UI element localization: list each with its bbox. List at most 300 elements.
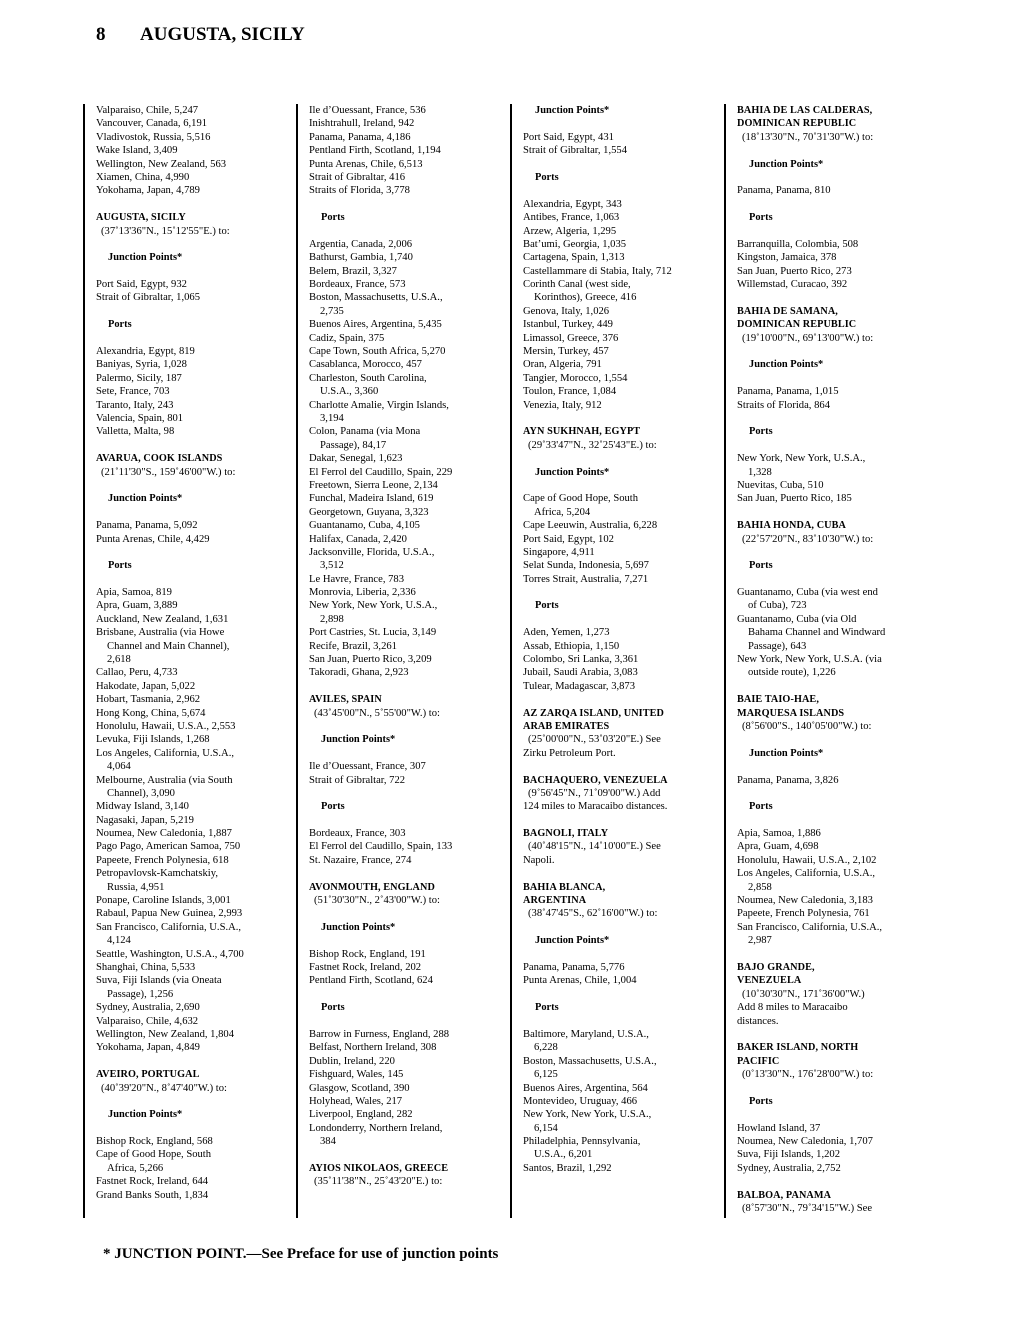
entry-line: San Juan, Puerto Rico, 3,209: [309, 654, 432, 666]
junction-points-label: Junction Points*: [535, 466, 610, 478]
coordinates-line: (10˚30'30"N., 171˚36'00"W.): [742, 988, 865, 1000]
entry-line: San Francisco, California, U.S.A.,: [737, 921, 883, 933]
entry-line: Baltimore, Maryland, U.S.A.,: [523, 1028, 649, 1040]
entry-line: Panama, Panama, 4,186: [309, 131, 411, 143]
junction-points-label: Junction Points*: [108, 1109, 183, 1121]
entry-line: Wellington, New Zealand, 1,804: [96, 1028, 235, 1040]
entry-line: Xiamen, China, 4,990: [96, 171, 190, 183]
entry-line: Strait of Gibraltar, 722: [309, 774, 406, 786]
entry-line: Howland Island, 37: [737, 1122, 821, 1134]
spacer: [523, 988, 724, 1001]
spacer: [96, 573, 295, 586]
spacer: [96, 305, 295, 318]
entry-line: Ile d’Ouessant, France, 536: [309, 105, 426, 116]
spacer: [737, 680, 934, 693]
spacer: [309, 814, 508, 827]
spacer: [309, 747, 508, 760]
column-3: [510, 104, 724, 1218]
entry-line: Argentia, Canada, 2,006: [309, 238, 413, 250]
coordinates-line: (43˚45'00"N., 5˚55'00"W.) to:: [314, 707, 440, 719]
entry-line: Bishop Rock, England, 568: [96, 1136, 213, 1148]
entry-continuation: 2,987: [748, 935, 772, 947]
entry-line: Hakodate, Japan, 5,022: [96, 680, 196, 692]
entry-line: Dublin, Ireland, 220: [309, 1055, 395, 1067]
spacer: [523, 867, 724, 880]
entry-line: Alexandria, Egypt, 343: [523, 198, 622, 210]
entry-line: Sete, France, 703: [96, 386, 170, 398]
spacer: [737, 506, 934, 519]
spacer: [96, 546, 295, 559]
spacer: [523, 814, 724, 827]
entry-continuation: Korinthos), Greece, 416: [534, 292, 637, 304]
spacer: [96, 238, 295, 251]
entry-line: Selat Sunda, Indonesia, 5,697: [523, 560, 649, 572]
entry-line: Valletta, Malta, 98: [96, 426, 175, 438]
entry-line: Liverpool, England, 282: [309, 1109, 413, 1121]
entry-line: San Juan, Puerto Rico, 273: [737, 265, 852, 277]
spacer: [523, 921, 724, 934]
coordinates-line: (21˚11'30"S., 159˚46'00"W.) to:: [101, 466, 236, 478]
entry-line: Belem, Brazil, 3,327: [309, 265, 397, 277]
coordinates-line: (8˚57'30"N., 79˚34'15"W.) See: [742, 1203, 873, 1215]
entry-line: Glasgow, Scotland, 390: [309, 1082, 410, 1094]
entry-line: Panama, Panama, 3,826: [737, 774, 839, 786]
column-4: [724, 104, 934, 1218]
spacer: [737, 439, 934, 452]
entry-line: Willemstad, Curacao, 392: [737, 279, 848, 291]
entry-line: San Francisco, California, U.S.A.,: [96, 921, 242, 933]
entry-line: Panama, Panama, 5,092: [96, 520, 198, 532]
junction-points-label: Junction Points*: [108, 252, 183, 264]
junction-points-label: Junction Points*: [749, 747, 824, 759]
entry-line: Honolulu, Hawaii, U.S.A., 2,553: [96, 720, 236, 732]
entry-line: Vancouver, Canada, 6,191: [96, 118, 208, 130]
location-heading: MARQUESA ISLANDS: [737, 707, 845, 719]
spacer: [309, 198, 508, 211]
spacer: [523, 184, 724, 197]
entry-line: Brisbane, Australia (via Howe: [96, 627, 225, 639]
entry-line: Levuka, Fiji Islands, 1,268: [96, 734, 210, 746]
spacer: [96, 265, 295, 278]
entry-line: Alexandria, Egypt, 819: [96, 346, 195, 358]
entry-line: New York, New York, U.S.A.,: [309, 600, 438, 612]
entry-line: Palermo, Sicily, 187: [96, 372, 182, 384]
spacer: [523, 693, 724, 706]
coordinates-line: (18˚13'30"N., 70˚31'30"W.) to:: [742, 131, 874, 143]
entry-continuation: 3,194: [320, 412, 344, 424]
entry-line: Zirku Petroleum Port.: [523, 747, 616, 759]
entry-line: Honolulu, Hawaii, U.S.A., 2,102: [737, 854, 877, 866]
entry-continuation: outside route), 1,226: [748, 667, 836, 679]
entry-line: San Juan, Puerto Rico, 185: [737, 493, 852, 505]
entry-line: Valparaiso, Chile, 4,632: [96, 1015, 199, 1027]
location-heading: BAKER ISLAND, NORTH: [737, 1042, 859, 1054]
entry-line: Cape of Good Hope, South: [96, 1149, 212, 1161]
entry-line: Bordeaux, France, 573: [309, 279, 406, 291]
location-heading: ARAB EMIRATES: [523, 720, 610, 732]
entry-line: Guantanamo, Cuba (via west end: [737, 587, 878, 599]
coordinates-line: (35˚11'38"N., 25˚43'20"E.) to:: [314, 1176, 443, 1188]
entry-line: Mersin, Turkey, 457: [523, 346, 609, 358]
location-heading: BAJO GRANDE,: [737, 962, 815, 973]
entry-continuation: 4,124: [107, 935, 131, 947]
entry-line: Strait of Gibraltar, 416: [309, 171, 406, 183]
entry-line: Inishtrahull, Ireland, 942: [309, 118, 415, 130]
entry-line: Istanbul, Turkey, 449: [523, 319, 613, 331]
entry-line: Nagasaki, Japan, 5,219: [96, 814, 194, 826]
entry-line: Barranquilla, Colombia, 508: [737, 238, 859, 250]
entry-line: Bat’umi, Georgia, 1,035: [523, 238, 627, 250]
location-heading: BAHIA BLANCA,: [523, 881, 606, 893]
entry-continuation: 2,735: [320, 305, 344, 317]
entry-continuation: U.S.A., 3,360: [320, 386, 379, 398]
entry-continuation: 6,228: [534, 1042, 558, 1054]
entry-line: Valencia, Spain, 801: [96, 412, 184, 424]
entry-line: Panama, Panama, 810: [737, 185, 831, 197]
entry-line: Halifax, Canada, 2,420: [309, 533, 407, 545]
entry-line: Colon, Panama (via Mona: [309, 426, 421, 438]
entry-line: Charleston, South Carolina,: [309, 372, 427, 384]
page-number: 8: [96, 24, 106, 45]
spacer: [96, 1095, 295, 1108]
entry-line: Sydney, Australia, 2,690: [96, 1002, 200, 1014]
location-heading: AVARUA, COOK ISLANDS: [96, 453, 223, 465]
spacer: [523, 158, 724, 171]
spacer: [737, 291, 934, 304]
entry-continuation: 4,064: [107, 761, 131, 773]
entry-line: Guantanamo, Cuba, 4,105: [309, 520, 420, 532]
entry-line: Colombo, Sri Lanka, 3,361: [523, 654, 639, 666]
entry-line: Fastnet Rock, Ireland, 202: [309, 962, 422, 973]
coordinates-line: (29˚33'47"N., 32˚25'43"E.) to:: [528, 439, 657, 451]
spacer: [96, 439, 295, 452]
entry-line: Charlotte Amalie, Virgin Islands,: [309, 399, 449, 411]
ports-label: Ports: [749, 560, 773, 572]
entry-line: Panama, Panama, 1,015: [737, 386, 839, 398]
spacer: [96, 1055, 295, 1068]
page-header: [96, 24, 305, 46]
junction-points-label: Junction Points*: [749, 158, 824, 170]
location-heading: AYN SUKHNAH, EGYPT: [523, 426, 641, 438]
entry-line: El Ferrol del Caudillo, Spain, 229: [309, 466, 453, 478]
entry-line: Strait of Gibraltar, 1,065: [96, 292, 201, 304]
location-heading: BAGNOLI, ITALY: [523, 828, 609, 840]
spacer: [96, 506, 295, 519]
entry-line: Ponape, Caroline Islands, 3,001: [96, 895, 231, 907]
junction-points-label: Junction Points*: [749, 359, 824, 371]
entry-continuation: 384: [320, 1136, 336, 1148]
entry-line: Wake Island, 3,409: [96, 145, 178, 157]
ports-label: Ports: [749, 801, 773, 813]
location-heading: AUGUSTA, SICILY: [96, 212, 186, 224]
entry-line: Freetown, Sierra Leone, 2,134: [309, 479, 438, 491]
spacer: [309, 934, 508, 947]
entry-continuation: 2,618: [107, 654, 131, 666]
entry-line: New York, New York, U.S.A.,: [523, 1109, 652, 1121]
ports-label: Ports: [749, 426, 773, 438]
entry-line: Bathurst, Gambia, 1,740: [309, 252, 413, 264]
junction-points-label: Junction Points*: [535, 935, 610, 947]
location-heading: BAHIA DE LAS CALDERAS,: [737, 105, 873, 116]
entry-line: Napoli.: [523, 854, 555, 866]
entry-line: Straits of Florida, 3,778: [309, 185, 410, 197]
entry-line: Papeete, French Polynesia, 618: [96, 854, 229, 866]
page-title: AUGUSTA, SICILY: [140, 24, 305, 45]
entry-line: Belfast, Northern Ireland, 308: [309, 1042, 437, 1054]
location-heading: DOMINICAN REPUBLIC: [737, 319, 857, 331]
spacer: [309, 1015, 508, 1028]
spacer: [309, 225, 508, 238]
entry-line: Barrow in Furness, England, 288: [309, 1028, 450, 1040]
entry-line: Taranto, Italy, 243: [96, 399, 174, 411]
spacer: [737, 225, 934, 238]
entry-line: Los Angeles, California, U.S.A.,: [96, 747, 234, 759]
spacer: [737, 546, 934, 559]
entry-line: St. Nazaire, France, 274: [309, 854, 412, 866]
entry-line: Panama, Panama, 5,776: [523, 962, 625, 973]
location-heading: ARGENTINA: [523, 895, 587, 907]
location-heading: AVILES, SPAIN: [309, 694, 382, 706]
entry-line: Dakar, Senegal, 1,623: [309, 453, 403, 465]
location-heading: BACHAQUERO, VENEZUELA: [523, 774, 668, 786]
entry-line: Fishguard, Wales, 145: [309, 1069, 404, 1081]
coordinates-line: (22˚57'20"N., 83˚10'30"W.) to:: [742, 533, 874, 545]
entry-line: Noumea, New Caledonia, 1,707: [737, 1136, 873, 1148]
junction-points-label: Junction Points*: [535, 105, 610, 116]
ports-label: Ports: [321, 801, 345, 813]
entry-continuation: Channel), 3,090: [107, 787, 175, 799]
spacer: [737, 345, 934, 358]
column-1: [83, 104, 295, 1218]
entry-line: New York, New York, U.S.A.,: [737, 453, 866, 465]
entry-line: Aden, Yemen, 1,273: [523, 627, 610, 639]
spacer: [523, 452, 724, 465]
entry-continuation: Passage), 643: [748, 640, 807, 652]
entry-continuation: Bahama Channel and Windward: [748, 627, 886, 639]
entry-line: Port Said, Egypt, 102: [523, 533, 614, 545]
spacer: [737, 733, 934, 746]
entry-line: Yokohama, Japan, 4,849: [96, 1042, 200, 1054]
entry-line: Montevideo, Uruguay, 466: [523, 1095, 638, 1107]
entry-line: Noumea, New Caledonia, 3,183: [737, 895, 873, 907]
coordinates-line: (40˚39'20"N., 8˚47'40"W.) to:: [101, 1082, 227, 1094]
location-heading: VENEZUELA: [737, 975, 802, 987]
location-heading: AZ ZARQA ISLAND, UNITED: [523, 707, 664, 719]
location-heading: AVEIRO, PORTUGAL: [96, 1069, 200, 1081]
entry-line: Cape Leeuwin, Australia, 6,228: [523, 520, 658, 532]
entry-line: Tangier, Morocco, 1,554: [523, 372, 628, 384]
entry-line: Cartagena, Spain, 1,313: [523, 252, 625, 264]
entry-continuation: of Cuba), 723: [748, 600, 807, 612]
spacer: [523, 586, 724, 599]
entry-line: Corinth Canal (west side,: [523, 279, 631, 291]
location-heading: AVONMOUTH, ENGLAND: [309, 881, 435, 893]
entry-line: Suva, Fiji Islands, 1,202: [737, 1149, 840, 1161]
entry-continuation: 3,512: [320, 560, 344, 572]
entry-line: Apia, Samoa, 1,886: [737, 828, 821, 840]
junction-points-label: Junction Points*: [321, 921, 396, 933]
entry-line: Petropavlovsk-Kamchatskiy,: [96, 868, 218, 880]
ports-label: Ports: [321, 212, 345, 224]
entry-continuation: Passage), 1,256: [107, 988, 174, 1000]
entry-line: Shanghai, China, 5,533: [96, 962, 196, 973]
entry-line: Apra, Guam, 3,889: [96, 600, 178, 612]
coordinates-line: (0˚13'30"N., 176˚28'00"W.) to:: [742, 1069, 874, 1081]
entry-line: Port Castries, St. Lucia, 3,149: [309, 627, 437, 639]
entry-line: Cape of Good Hope, South: [523, 493, 639, 505]
entry-line: Monrovia, Liberia, 2,336: [309, 587, 416, 599]
entry-line: Funchal, Madeira Island, 619: [309, 493, 434, 505]
footnote: * JUNCTION POINT.—See Preface for use of junction points: [103, 1246, 499, 1262]
coordinates-line: (25˚00'00"N., 53˚03'20"E.) See: [528, 734, 661, 746]
entry-line: Port Said, Egypt, 431: [523, 131, 614, 143]
entry-line: Valparaiso, Chile, 5,247: [96, 105, 199, 116]
entry-line: Vladivostok, Russia, 5,516: [96, 131, 211, 143]
entry-line: Le Havre, France, 783: [309, 573, 405, 585]
location-heading: BAIE TAIO-HAE,: [737, 694, 819, 706]
ports-label: Ports: [535, 600, 559, 612]
ports-label: Ports: [108, 560, 132, 572]
spacer: [96, 1122, 295, 1135]
entry-line: Buenos Aires, Argentina, 564: [523, 1082, 648, 1094]
spacer: [737, 573, 934, 586]
spacer: [737, 1175, 934, 1188]
entry-continuation: 6,154: [534, 1122, 558, 1134]
entry-line: 124 miles to Maracaibo distances.: [523, 801, 668, 813]
location-heading: BAHIA DE SAMANA,: [737, 305, 838, 317]
entry-line: Straits of Florida, 864: [737, 399, 830, 411]
spacer: [737, 144, 934, 157]
coordinates-line: (38˚47'45"S., 62˚16'00"W.) to:: [528, 908, 658, 920]
spacer: [96, 332, 295, 345]
entry-line: Callao, Peru, 4,733: [96, 667, 178, 679]
spacer: [523, 760, 724, 773]
entry-line: Oran, Algeria, 791: [523, 359, 602, 371]
coordinates-line: (19˚10'00"N., 69˚13'00"W.) to:: [742, 332, 874, 344]
spacer: [309, 720, 508, 733]
entry-continuation: Passage), 84,17: [320, 439, 387, 451]
entry-line: Tulear, Madagascar, 3,873: [523, 680, 636, 692]
entry-line: Philadelphia, Pennsylvania,: [523, 1136, 641, 1148]
location-heading: DOMINICAN REPUBLIC: [737, 118, 857, 130]
entry-line: Yokohama, Japan, 4,789: [96, 185, 200, 197]
entry-line: Suva, Fiji Islands (via Oneata: [96, 975, 222, 987]
entry-continuation: U.S.A., 6,201: [534, 1149, 593, 1161]
entry-line: Takoradi, Ghana, 2,923: [309, 667, 409, 679]
entry-line: Torres Strait, Australia, 7,271: [523, 573, 649, 585]
entry-line: Sydney, Australia, 2,752: [737, 1162, 841, 1174]
spacer: [96, 479, 295, 492]
entry-line: Wellington, New Zealand, 563: [96, 158, 227, 170]
entry-line: Punta Arenas, Chile, 4,429: [96, 533, 210, 545]
entry-line: Noumea, New Caledonia, 1,887: [96, 828, 232, 840]
entry-continuation: 2,858: [748, 881, 772, 893]
entry-line: Recife, Brazil, 3,261: [309, 640, 397, 652]
entry-line: Casablanca, Morocco, 457: [309, 359, 422, 371]
spacer: [737, 372, 934, 385]
spacer: [309, 1148, 508, 1161]
spacer: [523, 1015, 724, 1028]
junction-points-label: Junction Points*: [321, 734, 396, 746]
entry-line: Port Said, Egypt, 932: [96, 279, 187, 291]
entry-line: Hobart, Tasmania, 2,962: [96, 694, 201, 706]
spacer: [737, 760, 934, 773]
column-2: [296, 104, 508, 1218]
entry-line: Kingston, Jamaica, 378: [737, 252, 837, 264]
spacer: [523, 948, 724, 961]
entry-line: Boston, Massachusetts, U.S.A.,: [523, 1055, 657, 1067]
ports-label: Ports: [321, 1002, 345, 1014]
spacer: [737, 1108, 934, 1121]
entry-line: Los Angeles, California, U.S.A.,: [737, 868, 875, 880]
spacer: [309, 867, 508, 880]
entry-continuation: Russia, 4,951: [107, 881, 165, 893]
spacer: [737, 1082, 934, 1095]
entry-line: Ile d’Ouessant, France, 307: [309, 761, 426, 773]
entry-line: Boston, Massachusetts, U.S.A.,: [309, 292, 443, 304]
entry-line: Guantanamo, Cuba (via Old: [737, 613, 857, 625]
entry-line: Strait of Gibraltar, 1,554: [523, 145, 628, 157]
entry-line: Pago Pago, American Samoa, 750: [96, 841, 241, 853]
location-heading: AYIOS NIKOLAOS, GREECE: [309, 1162, 449, 1174]
entry-line: Punta Arenas, Chile, 1,004: [523, 975, 637, 987]
entry-line: New York, New York, U.S.A. (via: [737, 654, 882, 666]
ports-label: Ports: [108, 319, 132, 331]
entry-continuation: 2,898: [320, 613, 344, 625]
spacer: [737, 787, 934, 800]
entry-continuation: Channel and Main Channel),: [107, 640, 230, 652]
spacer: [737, 814, 934, 827]
entry-line: Singapore, 4,911: [523, 546, 595, 558]
spacer: [737, 1028, 934, 1041]
entry-line: Apia, Samoa, 819: [96, 587, 172, 599]
entry-line: Assab, Ethiopia, 1,150: [523, 640, 620, 652]
spacer: [523, 479, 724, 492]
entry-line: Apra, Guam, 4,698: [737, 841, 819, 853]
entry-line: Toulon, France, 1,084: [523, 386, 617, 398]
entry-line: Georgetown, Guyana, 3,323: [309, 506, 429, 518]
entry-line: Hong Kong, China, 5,674: [96, 707, 206, 719]
spacer: [523, 412, 724, 425]
entry-line: Midway Island, 3,140: [96, 801, 189, 813]
entry-line: Nuevitas, Cuba, 510: [737, 479, 824, 491]
entry-continuation: Africa, 5,204: [534, 506, 591, 518]
ports-label: Ports: [535, 1002, 559, 1014]
location-heading: BALBOA, PANAMA: [737, 1189, 832, 1201]
entry-line: Jacksonville, Florida, U.S.A.,: [309, 546, 435, 558]
coordinates-line: (51˚30'30"N., 2˚43'00"W.) to:: [314, 895, 440, 907]
entry-line: Genova, Italy, 1,026: [523, 305, 610, 317]
entry-line: Add 8 miles to Maracaibo: [737, 1002, 848, 1014]
spacer: [523, 117, 724, 130]
spacer: [737, 171, 934, 184]
entry-line: Bishop Rock, England, 191: [309, 948, 426, 960]
ports-label: Ports: [535, 171, 559, 183]
spacer: [737, 948, 934, 961]
coordinates-line: (40˚48'15"N., 14˚10'00"E.) See: [528, 841, 661, 853]
entry-line: Pentland Firth, Scotland, 624: [309, 975, 433, 987]
coordinates-line: (8˚56'00"S., 140˚05'00"W.) to:: [742, 720, 872, 732]
entry-continuation: 6,125: [534, 1069, 558, 1081]
ports-label: Ports: [749, 212, 773, 224]
entry-line: Grand Banks South, 1,834: [96, 1189, 209, 1201]
spacer: [737, 412, 934, 425]
entry-line: El Ferrol del Caudillo, Spain, 133: [309, 841, 453, 853]
location-heading: PACIFIC: [737, 1055, 780, 1067]
entry-line: Jubail, Saudi Arabia, 3,083: [523, 667, 638, 679]
entry-line: Cape Town, South Africa, 5,270: [309, 346, 446, 358]
entry-continuation: 1,328: [748, 466, 772, 478]
